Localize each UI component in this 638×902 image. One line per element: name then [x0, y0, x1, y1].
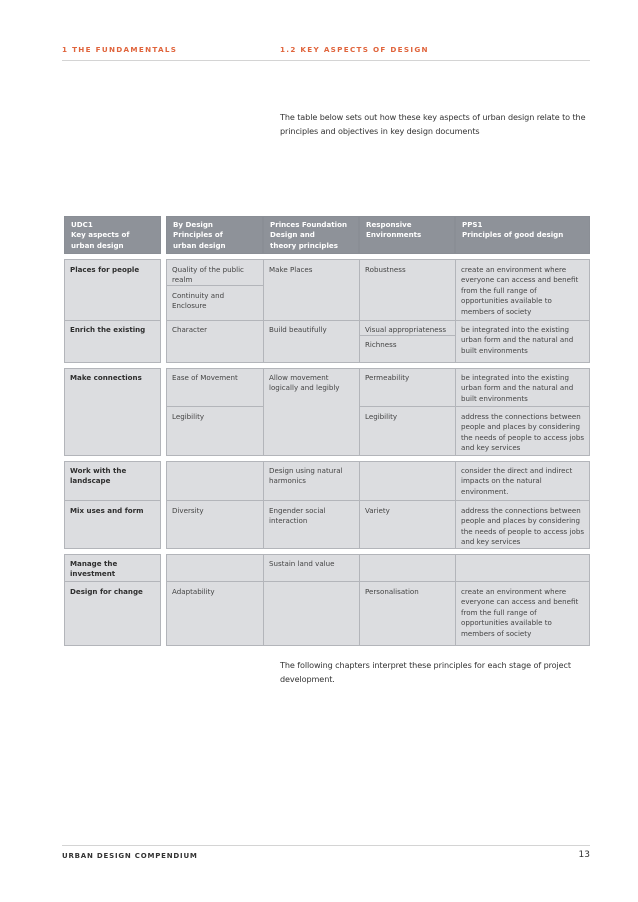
key-aspect-enrich-the-existing: Enrich the existing: [70, 325, 146, 334]
cell-divider: [166, 406, 263, 407]
cell-connections-pps1-2: address the connections between people and places by considering the needs of people to access jobs and key services: [461, 412, 585, 453]
cell-enrich-responsive-2: Richness: [365, 340, 397, 349]
cell-connections-responsive-2: Legibility: [365, 412, 398, 421]
key-aspect-design-for-change: Design for change: [70, 587, 143, 596]
header-princes-foundation: Princes Foundation Design and theory principles: [263, 216, 359, 254]
cell-mixuses-pps1: address the connections between people and places by considering the needs of people to access jobs and key services: [461, 506, 585, 547]
cell-connections-bydesign-2: Legibility: [172, 412, 205, 421]
header-responsive-environments: Responsive Environments: [359, 216, 455, 254]
running-header-chapter: 1 THE FUNDAMENTALS: [62, 45, 178, 54]
cell-connections-princes: Allow movement logically and legibly: [269, 373, 340, 393]
running-header-section: 1.2 KEY ASPECTS OF DESIGN: [280, 45, 429, 54]
footer-publication-title: URBAN DESIGN COMPENDIUM: [62, 852, 198, 860]
cell-mixuses-responsive: Variety: [365, 506, 390, 515]
column-divider: [359, 554, 360, 646]
key-aspect-places-for-people: Places for people: [70, 265, 140, 274]
key-aspect-make-connections: Make connections: [70, 373, 142, 382]
row-divider: [64, 500, 161, 501]
row-divider: [166, 581, 590, 582]
header-pps1: PPS1 Principles of good design: [455, 216, 590, 254]
cell-places-princes: Make Places: [269, 265, 313, 274]
cell-enrich-bydesign: Character: [172, 325, 208, 334]
key-aspect-manage-the-investment: Manage the investment: [70, 559, 118, 579]
cell-connections-bydesign-1: Ease of Movement: [172, 373, 238, 382]
cell-landscape-pps1: consider the direct and indirect impacts on the natural environment.: [461, 466, 573, 496]
cell-places-bydesign-1: Quality of the public realm: [172, 265, 244, 285]
row-divider: [64, 320, 161, 321]
footer-divider: [62, 845, 590, 846]
intro-paragraph: The table below sets out how these key aspects of urban design relate to the principles and objectives in key design documents: [280, 112, 586, 136]
cell-mixuses-princes: Engender social interaction: [269, 506, 326, 526]
key-aspect-mix-uses-and-form: Mix uses and form: [70, 506, 144, 515]
cell-places-responsive: Robustness: [365, 265, 406, 274]
cell-places-pps1: create an environment where everyone can access and benefit from the full range of opportunities available to members of society: [461, 265, 579, 316]
cell-connections-pps1-1: be integrated into the existing urban form and the natural and built environments: [461, 373, 574, 403]
cell-divider: [359, 406, 590, 407]
row-divider: [166, 500, 590, 501]
cell-mixuses-bydesign: Diversity: [172, 506, 204, 515]
page-number: 13: [578, 850, 590, 860]
cell-enrich-pps1: be integrated into the existing urban form and the natural and built environments: [461, 325, 574, 355]
header-udc1: UDC1 Key aspects of urban design: [64, 216, 161, 254]
row-divider: [166, 320, 590, 321]
header-by-design: By Design Principles of urban design: [166, 216, 263, 254]
row-divider: [64, 581, 161, 582]
cell-enrich-responsive-1: Visual appropriateness: [365, 325, 447, 334]
cell-investment-princes: Sustain land value: [269, 559, 335, 568]
cell-places-bydesign-2: Continuity and Enclosure: [172, 291, 225, 311]
outro-paragraph: The following chapters interpret these principles for each stage of project development.: [280, 660, 571, 684]
cell-enrich-princes: Build beautifully: [269, 325, 327, 334]
cell-landscape-princes: Design using natural harmonics: [269, 466, 343, 486]
key-aspect-work-with-the-landscape: Work with the landscape: [70, 466, 127, 486]
cell-change-bydesign: Adaptability: [172, 587, 215, 596]
cell-connections-responsive-1: Permeability: [365, 373, 410, 382]
cell-change-responsive: Personalisation: [365, 587, 419, 596]
header-divider: [62, 60, 590, 61]
cell-change-pps1: create an environment where everyone can access and benefit from the full range of opportunities available to members of society: [461, 587, 579, 638]
